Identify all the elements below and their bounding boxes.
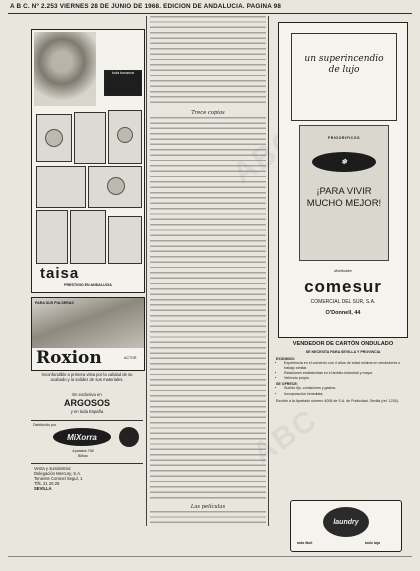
requirements-title: EXIGIMOS:: [276, 357, 295, 362]
mixorra-logo: MiXorra: [53, 428, 111, 446]
classified-contact: Escribir a la Apartado número 4008 de S.A. de Publicidad, Sevilla (ref. 1234).: [276, 398, 399, 403]
appliance-icon: [36, 210, 68, 264]
classified-ad: [276, 341, 410, 491]
column-rule: [268, 16, 269, 526]
comesur-full: COMERCIAL DEL SUR, S.A.: [310, 299, 376, 305]
distributor-block: [34, 466, 142, 491]
fridge-logo-icon: ❄: [312, 152, 376, 172]
taisa-brand: taisa: [40, 265, 80, 282]
mixorra-ad: [31, 420, 143, 464]
appliance-icon: [70, 210, 106, 264]
roxion-body: Inconfundible a primera vista por la calidad de su acabado y la solidez de sus materiales.: [41, 372, 133, 382]
classified-subtitle: SE NECESITA PARA SEVILLA Y PROVINCIA: [305, 350, 381, 354]
classified-title: VENDEDOR DE CARTÓN ONDULADO: [292, 341, 394, 347]
article-body-top: [150, 16, 266, 106]
mixer-icon: [119, 427, 139, 447]
roxion-brand: Roxion: [36, 348, 102, 368]
fridge-slogan: ¡PARA VIVIR MUCHO MEJOR!: [306, 186, 382, 209]
comesur-brand: comesur: [304, 277, 382, 296]
mixorra-line: Aparatos 758: [72, 449, 94, 453]
page-header: A B C. Nº 2.253 VIERNES 28 DE JUNIO DE 1968. EDICION DE ANDALUCIA. PAGINA 98: [10, 3, 282, 10]
article-subhead: Las películas: [190, 504, 226, 510]
distributor-label: distribuidor: [334, 269, 352, 273]
bottom-ad-logo: laundry: [323, 507, 369, 537]
article-body-middle: [150, 117, 266, 501]
footer-rule: [8, 556, 412, 557]
appliance-icon: [88, 166, 142, 208]
watermark: ABC: [246, 402, 324, 471]
offer-item: • Incorporación inmediata.: [284, 392, 410, 396]
distributor-line: Venta y suministros:: [34, 466, 72, 471]
fridge-ad: [278, 22, 408, 338]
taisa-tag: toda bonanza: [104, 70, 142, 96]
appliance-icon: [108, 110, 142, 164]
mixorra-line: Bilbao: [78, 454, 88, 458]
offers-title: SE OFRECE:: [276, 382, 298, 387]
distributor-city: SEVILLA: [34, 486, 52, 491]
column-rule: [146, 16, 147, 526]
fridge-headline-box: [291, 33, 397, 121]
distributor-line: Teniente Coronel Seguí, 1: [34, 476, 83, 481]
offer-item: • Sueldo fijo, comisiones y gastos.: [284, 386, 410, 390]
mixorra-label: Distribuido por: [33, 423, 57, 427]
article-body-bottom: [150, 511, 266, 527]
distributor-line: Delegación Mercury, S.A.: [34, 471, 82, 476]
requirements-list: [276, 361, 410, 380]
roxion-subbrand: ACTOR: [124, 356, 137, 360]
child-photo: [34, 32, 96, 106]
distributor-line: Tlfs. 21 25 29: [34, 481, 60, 486]
appliance-icon: [36, 114, 72, 162]
hands-photo: [32, 298, 144, 348]
fridge-top: un superincendio de lujo: [304, 54, 384, 75]
roxion-ad: [31, 297, 145, 371]
requirement-item: • Relaciones establecidas en el ámbito industrial y mayor.: [284, 371, 410, 375]
article-subhead: Trece copias: [191, 110, 225, 116]
requirement-item: • Vehículo propio.: [284, 376, 410, 380]
roxion-dealer: ARGOSOS: [63, 398, 110, 408]
appliance-icon: [108, 216, 142, 264]
comesur-address: O'Donnell, 44: [325, 310, 361, 316]
roxion-dealer-tail: y en toda España: [70, 409, 104, 414]
bottom-ad-right: todo lujo: [365, 541, 381, 545]
fridge-brand-small: FRIGORIFICOS: [328, 136, 360, 140]
requirement-item: • Experiencia en el comercio con 4 años de edad mínima en vendedores o trabajo similar.: [284, 361, 410, 369]
taisa-footer: PRESTIGIO EN ANDALUCIA: [64, 283, 112, 287]
fridge-image: [299, 125, 389, 261]
roxion-headline: PARA SUS PULSERAS: [35, 301, 74, 305]
offers-list: [276, 386, 410, 395]
appliance-icon: [36, 166, 86, 208]
roxion-dealer-intro: En exclusiva en: [72, 392, 102, 397]
taisa-ad: [31, 29, 145, 293]
header-rule: [8, 13, 412, 14]
appliance-icon: [74, 112, 106, 164]
bottom-ad: [290, 500, 402, 552]
bottom-ad-left: más fácil: [297, 541, 313, 545]
